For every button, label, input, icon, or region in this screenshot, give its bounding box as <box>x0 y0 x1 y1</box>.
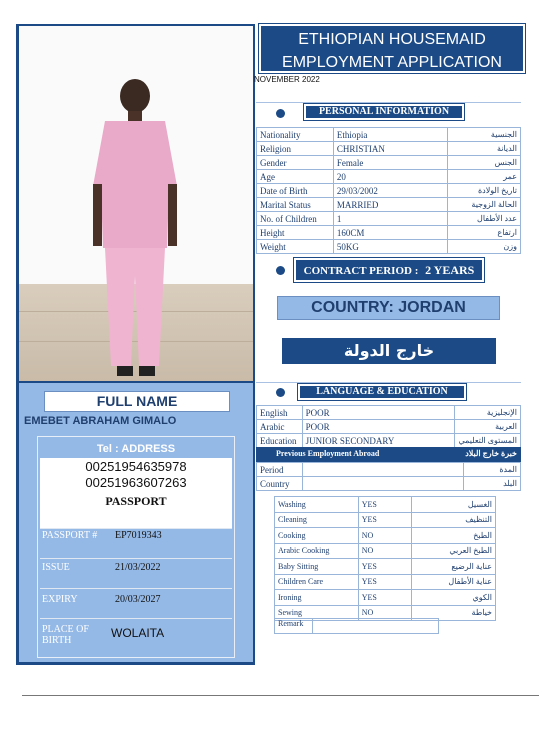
personal-label: Marital Status <box>257 198 334 212</box>
skill-row <box>275 559 496 575</box>
language-row <box>257 420 521 434</box>
phone-number-2: 00251963607263 <box>85 475 187 490</box>
skill-arabic-label: الطبخ العربي <box>412 543 496 559</box>
bullet-dot <box>276 266 285 275</box>
personal-value: 160CM <box>333 226 447 240</box>
personal-label: Age <box>257 170 334 184</box>
place-of-birth-value: WOLAITA <box>111 626 165 640</box>
language-arabic-label: العربية <box>455 420 521 434</box>
phone-number-1: 00251954635978 <box>85 459 187 474</box>
personal-arabic-label: عمر <box>448 170 521 184</box>
footer-rule <box>22 695 539 696</box>
previous-employment-title-ar: خبرة خارج البلاد <box>465 449 517 458</box>
skills-table <box>274 496 496 621</box>
personal-value: 20 <box>333 170 447 184</box>
skill-row <box>275 528 496 544</box>
skill-arabic-label: عناية الأطفال <box>412 574 496 590</box>
personal-value: CHRISTIAN <box>333 142 447 156</box>
language-arabic-label: المستوى التعليمي <box>455 434 521 448</box>
personal-info-title: PERSONAL INFORMATION <box>304 104 464 120</box>
personal-arabic-label: عدد الأطفال <box>448 212 521 226</box>
previous-arabic-label: البلد <box>464 477 521 491</box>
personal-row <box>257 170 521 184</box>
language-value: POOR <box>302 406 455 420</box>
title-line-1: ETHIOPIAN HOUSEMAID <box>298 31 486 48</box>
contract-period-label: CONTRACT PERIOD : <box>303 265 419 277</box>
skill-value: YES <box>358 512 412 528</box>
personal-arabic-label: الديانة <box>448 142 521 156</box>
skill-value: NO <box>358 543 412 559</box>
passport-number-label: PASSPORT # <box>42 530 98 541</box>
passport-number-value: EP7019343 <box>115 530 162 541</box>
abroad-arabic-banner: خارج الدولة <box>282 338 496 364</box>
personal-arabic-label: الحالة الزوجية <box>448 198 521 212</box>
skill-value: NO <box>358 605 412 621</box>
personal-row <box>257 156 521 170</box>
personal-row <box>257 240 521 254</box>
language-label: English <box>257 406 303 420</box>
language-value: JUNIOR SECONDARY <box>302 434 455 448</box>
expiry-date-value: 20/03/2027 <box>115 594 161 605</box>
personal-arabic-label: وزن <box>448 240 521 254</box>
language-education-title: LANGUAGE & EDUCATION <box>298 384 466 400</box>
skill-arabic-label: الكوي <box>412 590 496 606</box>
full-name-label: FULL NAME <box>44 391 230 412</box>
previous-row <box>257 477 521 491</box>
skill-row <box>275 543 496 559</box>
issue-date-row <box>40 558 232 588</box>
country-destination: COUNTRY: JORDAN <box>277 296 500 320</box>
personal-label: Gender <box>257 156 334 170</box>
personal-row <box>257 212 521 226</box>
issue-date-value: 21/03/2022 <box>115 562 161 573</box>
language-value: POOR <box>302 420 455 434</box>
application-title <box>259 24 525 73</box>
skill-label: Baby Sitting <box>275 559 359 575</box>
skill-arabic-label: التنظيف <box>412 512 496 528</box>
personal-value: 29/03/2002 <box>333 184 447 198</box>
application-date: NOVEMBER 2022 <box>254 75 320 84</box>
personal-arabic-label: الجنس <box>448 156 521 170</box>
bullet-dot <box>276 388 285 397</box>
previous-value <box>302 477 463 491</box>
personal-value: 50KG <box>333 240 447 254</box>
contract-period-value: 2 YEARS <box>425 263 475 277</box>
language-label: Arabic <box>257 420 303 434</box>
personal-row <box>257 198 521 212</box>
skill-arabic-label: خياطة <box>412 605 496 621</box>
skill-label: Sewing <box>275 605 359 621</box>
personal-label: Date of Birth <box>257 184 334 198</box>
language-label: Education <box>257 434 303 448</box>
skill-arabic-label: الغسيل <box>412 497 496 513</box>
personal-label: No. of Children <box>257 212 334 226</box>
place-of-birth-label: PLACE OF BIRTH <box>42 624 89 646</box>
previous-employment-table <box>256 462 521 491</box>
personal-row <box>257 142 521 156</box>
skill-label: Cleaning <box>275 512 359 528</box>
skill-row <box>275 590 496 606</box>
passport-number-row <box>40 528 232 558</box>
personal-arabic-label: الجنسية <box>448 128 521 142</box>
remark-label: Remark <box>278 619 304 628</box>
personal-arabic-label: تاريخ الولادة <box>448 184 521 198</box>
skill-value: YES <box>358 574 412 590</box>
personal-value: 1 <box>333 212 447 226</box>
personal-row <box>257 128 521 142</box>
skill-value: NO <box>358 528 412 544</box>
tel-address-label: Tel : ADDRESS <box>96 443 176 455</box>
personal-label: Nationality <box>257 128 334 142</box>
skill-row <box>275 497 496 513</box>
skill-label: Ironing <box>275 590 359 606</box>
personal-row <box>257 226 521 240</box>
personal-row <box>257 184 521 198</box>
previous-employment-title: Previous Employment Abroad <box>276 449 380 458</box>
personal-info-table <box>256 127 521 254</box>
skill-value: YES <box>358 590 412 606</box>
skill-row <box>275 512 496 528</box>
previous-label: Period <box>257 463 303 477</box>
issue-date-label: ISSUE <box>42 562 70 573</box>
contract-period <box>294 258 484 282</box>
language-row <box>257 434 521 448</box>
personal-value: MARRIED <box>333 198 447 212</box>
place-of-birth-row <box>40 618 232 658</box>
divider <box>256 382 521 383</box>
skill-arabic-label: عناية الرضيع <box>412 559 496 575</box>
skill-value: YES <box>358 497 412 513</box>
expiry-date-label: EXPIRY <box>42 594 78 605</box>
divider <box>256 102 521 103</box>
skill-label: Washing <box>275 497 359 513</box>
skill-label: Children Care <box>275 574 359 590</box>
applicant-photo <box>19 26 253 381</box>
personal-value: Female <box>333 156 447 170</box>
skill-row <box>275 574 496 590</box>
language-table <box>256 405 521 448</box>
previous-arabic-label: المدة <box>464 463 521 477</box>
previous-label: Country <box>257 477 303 491</box>
passport-title: PASSPORT <box>105 494 167 508</box>
previous-employment-header <box>256 447 521 462</box>
skill-label: Cooking <box>275 528 359 544</box>
skill-arabic-label: الطبخ <box>412 528 496 544</box>
full-name-value: EMEBET ABRAHAM GIMALO <box>24 415 177 427</box>
language-row <box>257 406 521 420</box>
personal-label: Weight <box>257 240 334 254</box>
expiry-date-row <box>40 588 232 618</box>
title-line-2: EMPLOYMENT APPLICATION <box>282 54 502 71</box>
skill-label: Arabic Cooking <box>275 543 359 559</box>
personal-value: Ethiopia <box>333 128 447 142</box>
personal-label: Religion <box>257 142 334 156</box>
personal-label: Height <box>257 226 334 240</box>
person-figure <box>19 26 253 381</box>
language-arabic-label: الإنجليزية <box>455 406 521 420</box>
previous-value <box>302 463 463 477</box>
previous-row <box>257 463 521 477</box>
remark-divider <box>312 619 313 633</box>
personal-arabic-label: ارتفاع <box>448 226 521 240</box>
bullet-dot <box>276 109 285 118</box>
remark-field <box>274 618 439 634</box>
skill-value: YES <box>358 559 412 575</box>
